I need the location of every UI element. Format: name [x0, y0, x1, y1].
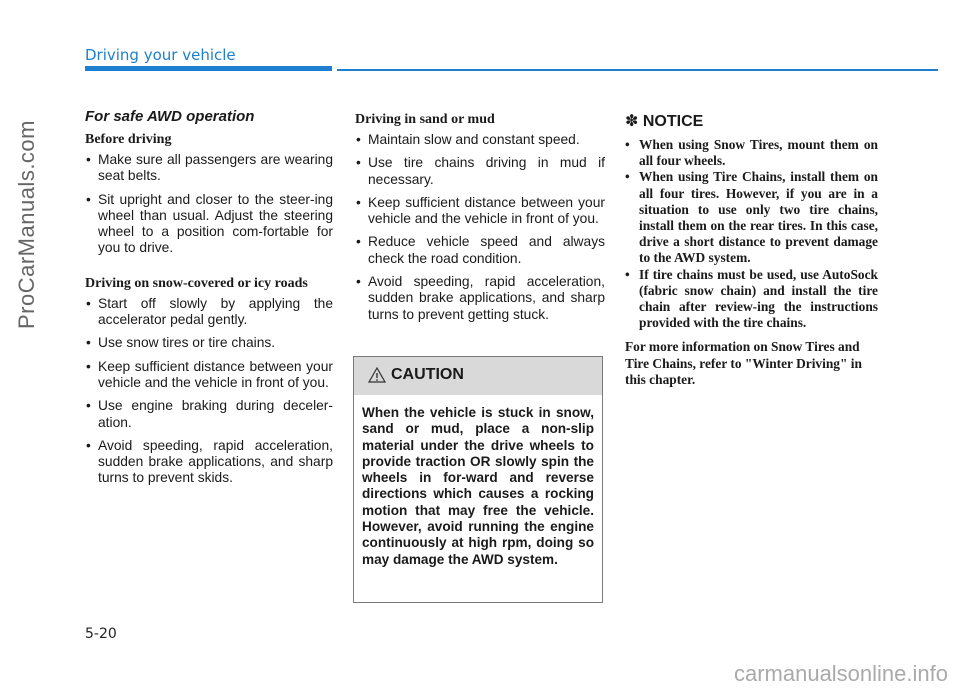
snow-heading: Driving on snow-covered or icy roads — [85, 275, 308, 291]
section-title: Driving your vehicle — [85, 46, 236, 64]
caution-label: CAUTION — [391, 366, 464, 383]
column-awd-operation — [85, 108, 333, 501]
before-driving-list — [85, 152, 333, 257]
list-item: • Use engine braking during deceler-ation. — [85, 398, 333, 431]
list-item: • Keep sufficient distance between your vehicle and the vehicle in front of you. — [85, 359, 333, 392]
page-number: 5-20 — [85, 626, 117, 642]
notice-footer: For more information on Snow Tires and Tire Chains, refer to "Winter Driving" in this chapter. — [625, 339, 862, 387]
sand-heading: Driving in sand or mud — [355, 112, 495, 127]
snow-list — [85, 296, 333, 487]
list-item: • When using Snow Tires, mount them on all four wheels. — [625, 137, 878, 169]
before-driving-heading: Before driving — [85, 132, 172, 147]
watermark-left — [14, 120, 44, 680]
caution-header — [354, 357, 602, 395]
list-item: • Make sure all passengers are wearing seat belts. — [85, 152, 333, 185]
list-item: • Sit upright and closer to the steer-ing wheel than usual. Adjust the steering wheel to a position com-fortable for you to drive. — [85, 192, 333, 257]
list-item: • Reduce vehicle speed and always check the road condition. — [355, 234, 605, 267]
watermark-left-text: ProCarManuals.com — [14, 120, 39, 330]
watermark-bottom: carmanualsonline.info — [733, 661, 948, 686]
notice-star-icon: ✽ — [625, 111, 639, 130]
caution-box — [353, 356, 603, 603]
caution-text: When the vehicle is stuck in snow, sand or mud, place a non-slip material under the drive wheels to provide traction OR slowly spin the wheels in for-ward and reverse directions which causes a rocking motion that may free the vehicle. However, avoid running the engine continuously at high rpm, doing so may damage the AWD system. — [362, 405, 594, 567]
warning-triangle-icon — [368, 367, 386, 383]
list-item: • Avoid speeding, rapid acceleration, sudden brake applications, and sharp turns to prevent getting stuck. — [355, 274, 605, 323]
list-item: • Use tire chains driving in mud if necessary. — [355, 155, 605, 188]
list-item: • Avoid speeding, rapid acceleration, sudden brake applications, and sharp turns to prevent skids. — [85, 438, 333, 487]
list-item: • Maintain slow and constant speed. — [355, 132, 605, 148]
notice-label: NOTICE — [642, 113, 704, 130]
notice-list — [625, 137, 878, 331]
list-item: • If tire chains must be used, use AutoSock (fabric snow chain) and install the tire chain after review-ing the instructions provided with the tire chains. — [625, 267, 878, 332]
awd-title: For safe AWD operation — [85, 108, 255, 125]
header-rule-thick — [85, 66, 332, 71]
list-item: • Start off slowly by applying the accelerator pedal gently. — [85, 296, 333, 329]
notice-heading — [625, 111, 878, 131]
column-sand-mud — [355, 111, 605, 337]
list-item: • When using Tire Chains, install them on all four tires. However, if you are in a situation to use only two tire chains, install them on the rear tires. In this case, drive a short distance to prevent damage to the AWD system. — [625, 169, 878, 266]
list-item: • Use snow tires or tire chains. — [85, 335, 333, 351]
header-rule-thin — [337, 69, 938, 71]
sand-list — [355, 132, 605, 323]
column-notice — [625, 108, 878, 388]
list-item: • Keep sufficient distance between your vehicle and the vehicle in front of you. — [355, 195, 605, 228]
